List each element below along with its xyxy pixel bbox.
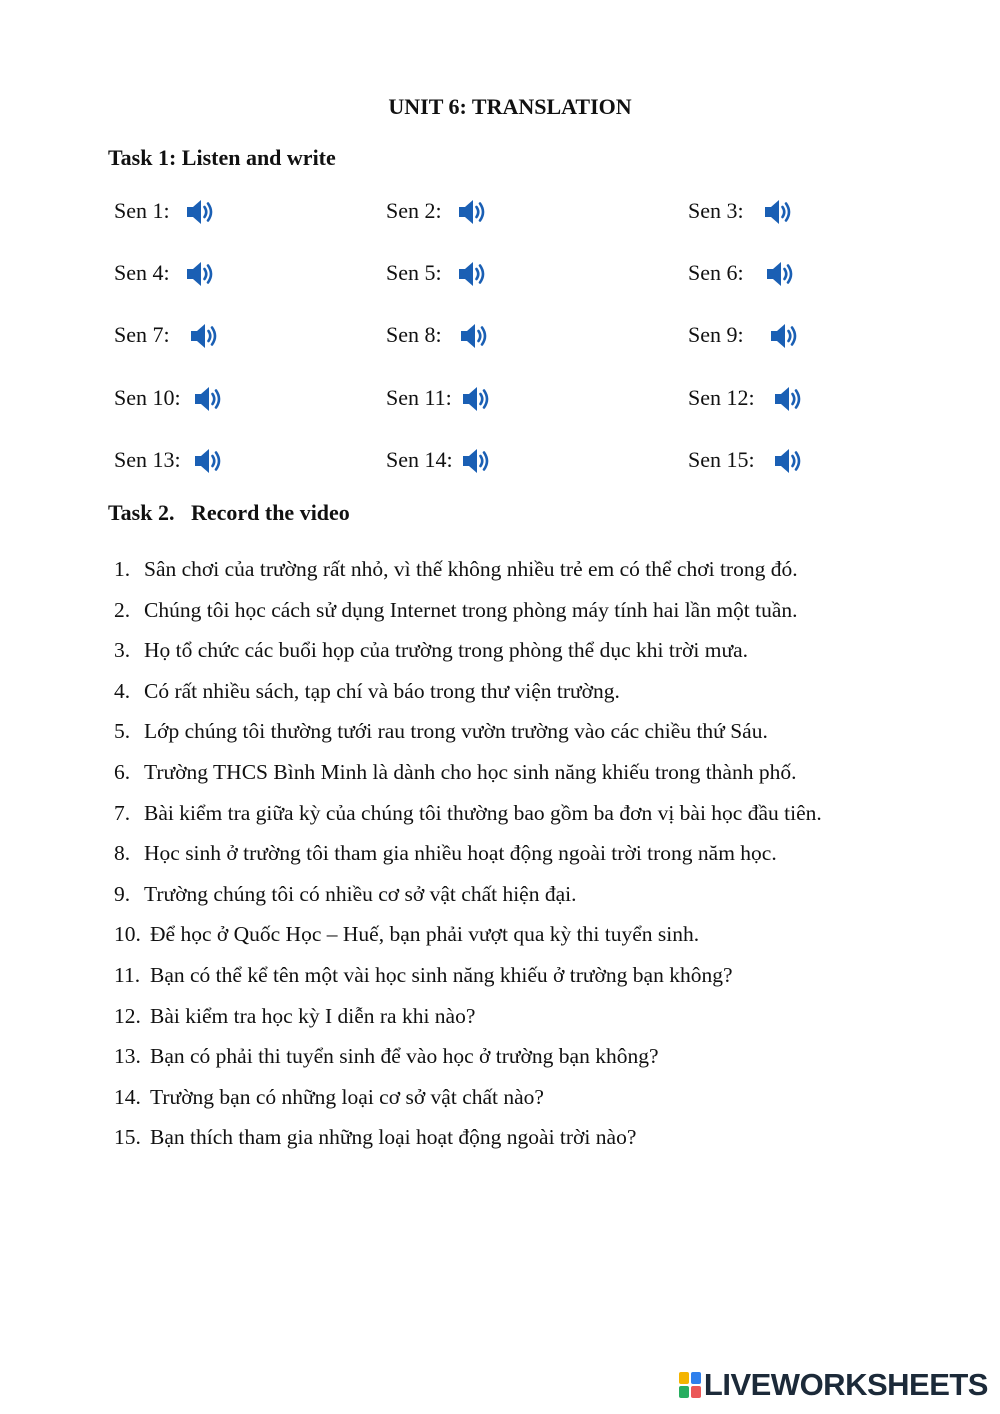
sentence-item xyxy=(114,914,974,955)
sentence-text: Bài kiểm tra giữa kỳ của chúng tôi thường bao gồm ba đơn vị bài học đầu tiên. xyxy=(144,800,822,825)
sentence-item xyxy=(114,833,974,874)
speaker-icon[interactable] xyxy=(460,383,492,415)
sentence-item xyxy=(114,1117,974,1158)
sentence-text: Sân chơi của trường rất nhỏ, vì thế không nhiều trẻ em có thể chơi trong đó. xyxy=(144,557,798,581)
task1-heading: Task 1: Listen and write xyxy=(108,145,336,170)
sentence-text: Trường chúng tôi có nhiều cơ sở vật chất hiện đại. xyxy=(144,881,577,906)
sentence-item xyxy=(114,711,974,752)
speaker-icon[interactable] xyxy=(764,258,796,290)
sentence-label: Sen 3: xyxy=(688,198,744,223)
sentence-label: Sen 12: xyxy=(688,385,755,410)
sentence-label: Sen 11: xyxy=(386,385,452,410)
sentence-item xyxy=(114,955,974,996)
task2-heading: Task 2. Record the video xyxy=(108,500,350,525)
sentence-item xyxy=(114,752,974,793)
sentence-text: Để học ở Quốc Học – Huế, bạn phải vượt qua kỳ thi tuyển sinh. xyxy=(150,922,700,947)
sentence-text: Họ tổ chức các buổi họp của trường trong phòng thể dục khi trời mưa. xyxy=(144,638,749,663)
liveworksheets-logo xyxy=(679,1368,988,1402)
sentence-item xyxy=(114,996,974,1037)
speaker-icon[interactable] xyxy=(768,320,800,352)
sentence-text: Chúng tôi học cách sử dụng Internet trong phòng máy tính hai lần một tuần. xyxy=(144,597,798,622)
speaker-icon[interactable] xyxy=(192,445,224,477)
sentence-item xyxy=(114,549,974,590)
sentence-text: Học sinh ở trường tôi tham gia nhiều hoạt động ngoài trời trong năm học. xyxy=(144,841,777,866)
logo-mark-tile xyxy=(679,1372,689,1384)
sentence-label: Sen 7: xyxy=(114,322,170,347)
logo-mark-icon xyxy=(679,1372,701,1398)
sentence-number: 7. xyxy=(114,800,131,825)
sentence-number: 1. xyxy=(114,557,131,581)
speaker-icon[interactable] xyxy=(458,320,490,352)
sentence-number: 14. xyxy=(114,1084,141,1109)
speaker-icon[interactable] xyxy=(772,445,804,477)
sentence-label: Sen 15: xyxy=(688,447,755,472)
sentence-number: 10. xyxy=(114,922,141,947)
logo-mark-tile xyxy=(691,1386,701,1398)
speaker-icon[interactable] xyxy=(456,196,488,228)
sentence-item xyxy=(114,590,974,631)
sentence-label: Sen 2: xyxy=(386,198,442,223)
sentence-label: Sen 14: xyxy=(386,447,453,472)
speaker-icon[interactable] xyxy=(184,196,216,228)
sentence-label: Sen 8: xyxy=(386,322,442,347)
sentence-number: 8. xyxy=(114,841,131,866)
sentence-text: Bạn thích tham gia những loại hoạt động ngoài trời nào? xyxy=(150,1125,637,1150)
sentence-label: Sen 4: xyxy=(114,260,170,285)
sentence-number: 13. xyxy=(114,1044,141,1069)
sentence-number: 15. xyxy=(114,1125,141,1150)
sentence-text: Bạn có thể kể tên một vài học sinh năng khiếu ở trường bạn không? xyxy=(150,962,733,987)
sentence-number: 12. xyxy=(114,1003,141,1028)
sentence-text: Bài kiểm tra học kỳ I diễn ra khi nào? xyxy=(150,1003,476,1028)
speaker-icon[interactable] xyxy=(762,196,794,228)
sentence-label: Sen 5: xyxy=(386,260,442,285)
speaker-icon[interactable] xyxy=(772,383,804,415)
page-title: UNIT 6: TRANSLATION xyxy=(388,94,632,119)
sentence-label: Sen 9: xyxy=(688,322,744,347)
sentence-item xyxy=(114,793,974,834)
logo-mark-tile xyxy=(691,1372,701,1384)
sentence-text: Lớp chúng tôi thường tưới rau trong vườn trường vào các chiều thứ Sáu. xyxy=(144,719,768,744)
sentence-label: Sen 1: xyxy=(114,198,170,223)
sentence-label: Sen 6: xyxy=(688,260,744,285)
logo-mark-tile xyxy=(679,1386,689,1398)
logo-text: LIVEWORKSHEETS xyxy=(703,1367,988,1402)
speaker-icon[interactable] xyxy=(184,258,216,290)
sentence-label: Sen 13: xyxy=(114,447,181,472)
sentence-text: Có rất nhiều sách, tạp chí và báo trong thư viện trường. xyxy=(144,678,620,703)
sentence-number: 2. xyxy=(114,597,131,622)
sentence-item xyxy=(114,671,974,712)
sentence-number: 5. xyxy=(114,719,131,744)
sentence-number: 4. xyxy=(114,678,131,703)
sentence-number: 6. xyxy=(114,759,131,784)
sentence-item xyxy=(114,1036,974,1077)
sentence-number: 9. xyxy=(114,881,131,906)
sentence-text: Bạn có phải thi tuyển sinh để vào học ở trường bạn không? xyxy=(150,1044,659,1069)
sentence-number: 3. xyxy=(114,638,131,663)
speaker-icon[interactable] xyxy=(456,258,488,290)
sentence-number: 11. xyxy=(114,962,141,987)
sentence-text: Trường THCS Bình Minh là dành cho học sinh năng khiếu trong thành phố. xyxy=(144,759,797,784)
speaker-icon[interactable] xyxy=(192,383,224,415)
speaker-icon[interactable] xyxy=(460,445,492,477)
sentence-item xyxy=(114,630,974,671)
sentence-item xyxy=(114,1077,974,1118)
speaker-icon[interactable] xyxy=(188,320,220,352)
sentence-label: Sen 10: xyxy=(114,385,181,410)
sentence-item xyxy=(114,874,974,915)
sentence-text: Trường bạn có những loại cơ sở vật chất nào? xyxy=(150,1084,544,1109)
sentence-list xyxy=(114,549,974,1158)
